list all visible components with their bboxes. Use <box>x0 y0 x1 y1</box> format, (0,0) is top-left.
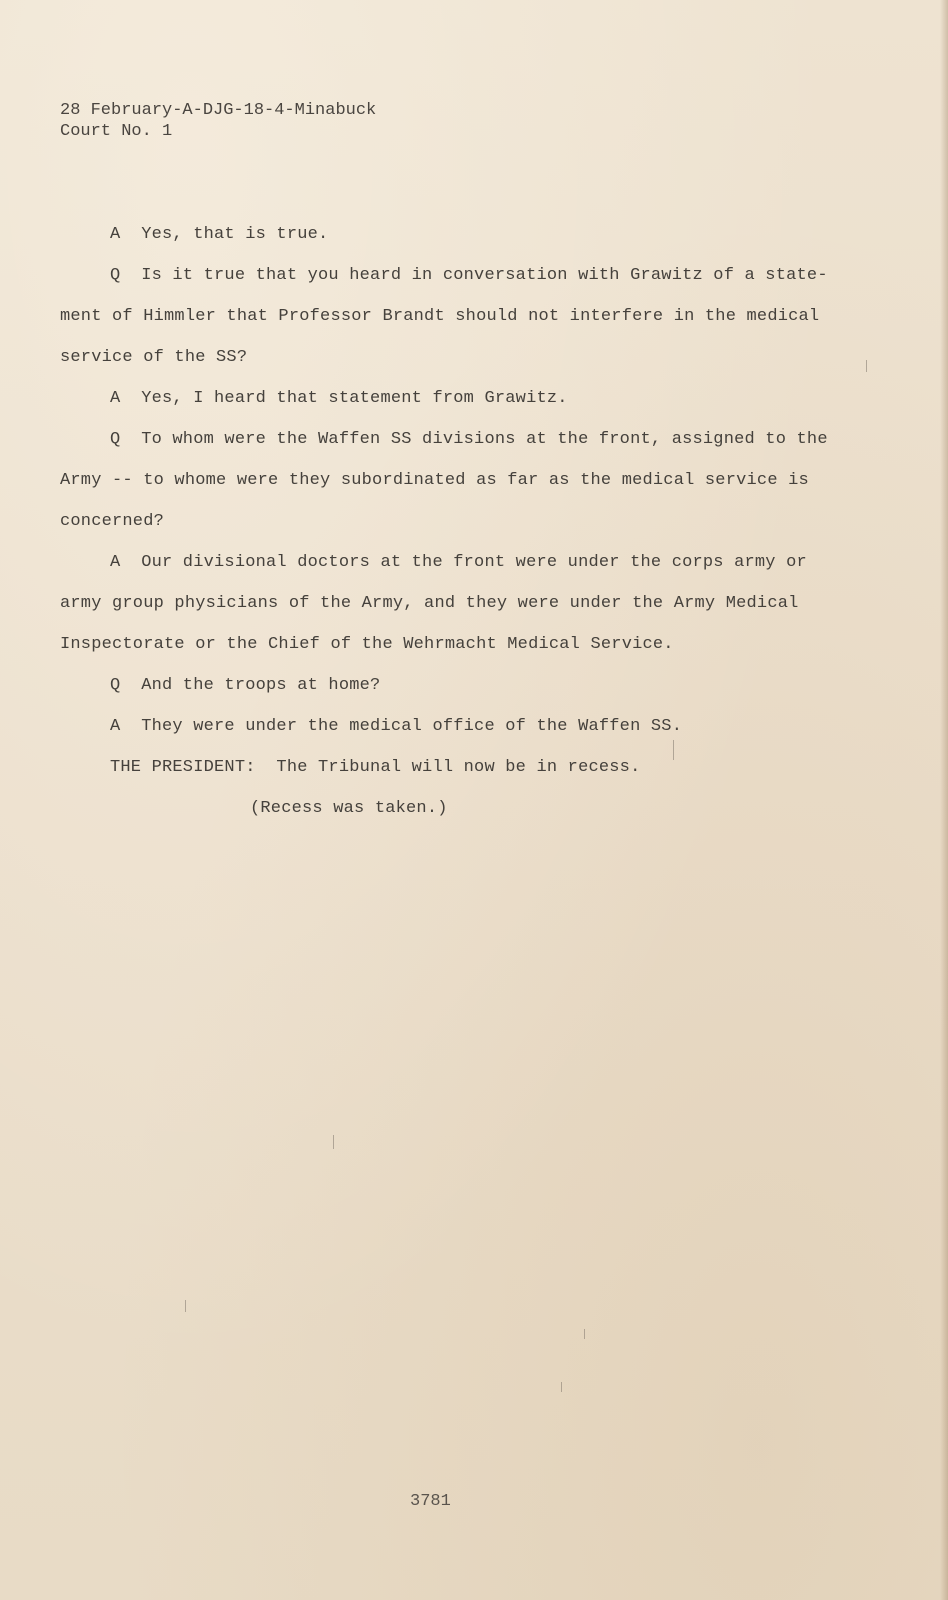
transcript-line: Q To whom were the Waffen SS divisions at the front, assigned to the <box>110 430 828 449</box>
header-court-number: Court No. 1 <box>60 122 173 141</box>
transcript-line: Inspectorate or the Chief of the Wehrmacht Medical Service. <box>60 635 674 654</box>
transcript-line: Q Is it true that you heard in conversation with Grawitz of a state- <box>110 266 828 285</box>
transcript-line: A Yes, I heard that statement from Grawitz. <box>110 389 568 408</box>
paper-speck <box>185 1300 186 1312</box>
page-edge-shadow <box>940 0 948 1600</box>
page-number: 3781 <box>410 1492 451 1511</box>
paper-speck <box>333 1135 334 1149</box>
header-date-code: 28 February-A-DJG-18-4-Minabuck <box>60 101 377 120</box>
paper-speck <box>561 1382 562 1392</box>
transcript-line: concerned? <box>60 512 165 531</box>
transcript-line: A Our divisional doctors at the front were under the corps army or <box>110 553 807 572</box>
transcript-line: Q And the troops at home? <box>110 676 381 695</box>
transcript-line: service of the SS? <box>60 348 248 367</box>
transcript-line: A Yes, that is true. <box>110 225 329 244</box>
document-header <box>60 100 376 142</box>
transcript-line: ment of Himmler that Professor Brandt should not interfere in the medical <box>60 307 820 326</box>
transcript-line: (Recess was taken.) <box>250 799 448 818</box>
transcript-line: Army -- to whome were they subordinated as far as the medical service is <box>60 471 809 490</box>
paper-speck <box>584 1329 585 1339</box>
transcript-line: THE PRESIDENT: The Tribunal will now be in recess. <box>110 758 641 777</box>
paper-speck <box>866 360 867 372</box>
paper-speck <box>673 740 674 760</box>
transcript-line: army group physicians of the Army, and they were under the Army Medical <box>60 594 799 613</box>
transcript-line: A They were under the medical office of the Waffen SS. <box>110 717 683 736</box>
